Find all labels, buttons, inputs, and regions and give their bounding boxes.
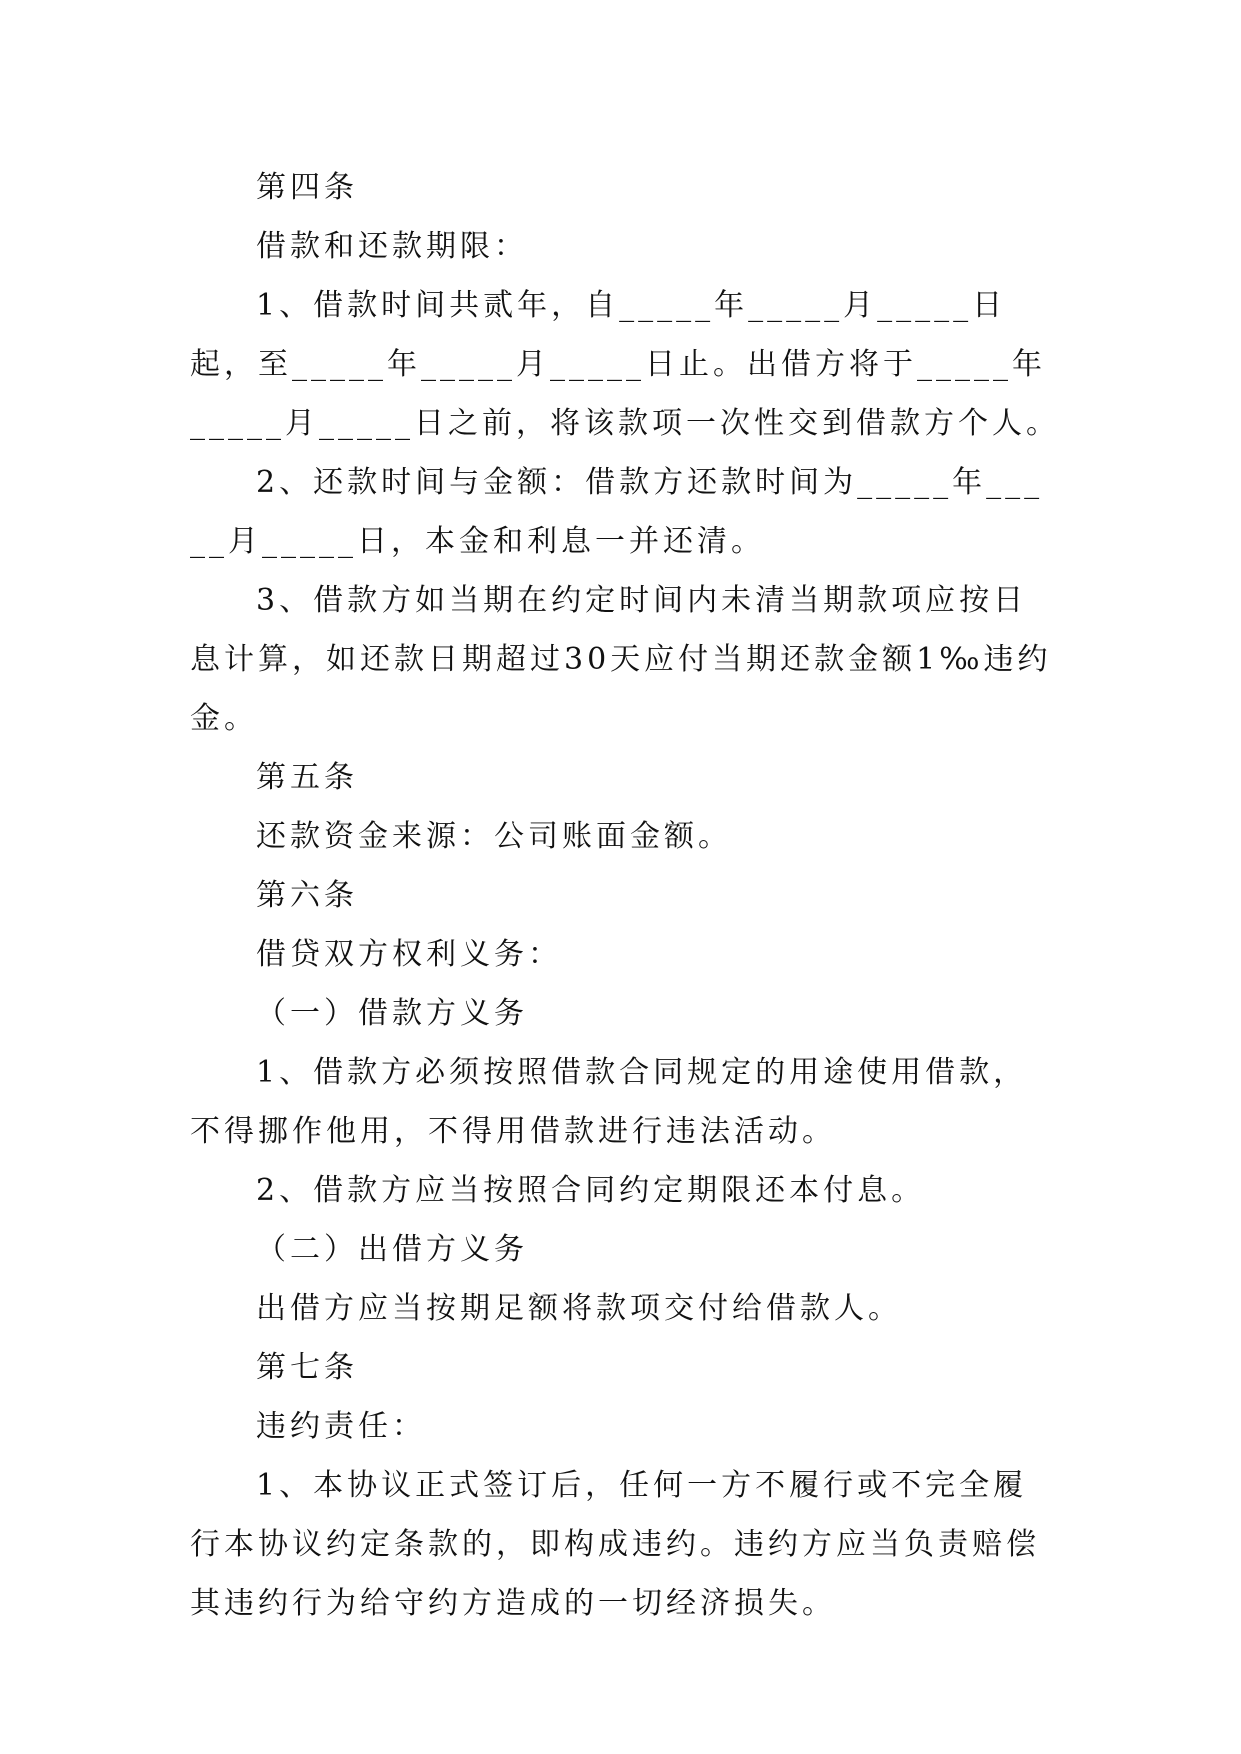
breach-liability-heading: 违约责任： <box>256 1409 426 1444</box>
article-4-heading: 第四条 <box>256 170 358 205</box>
breach-liability-clause-1: 1、本协议正式签订后，任何一方不履行或不完全履行本协议约定条款的，即构成违约。违约方应当负责赔偿其违约行为给守约方造成的一切经济损失。 <box>190 1468 1040 1621</box>
document-page <box>190 158 1060 1633</box>
article-5-heading: 第五条 <box>256 760 358 795</box>
loan-term-heading: 借款和还款期限： <box>256 229 528 264</box>
borrower-obligation-2: 2、借款方应当按照合同约定期限还本付息。 <box>256 1173 926 1208</box>
loan-term-clause-3: 3、借款方如当期在约定时间内未清当期款项应按日息计算，如还款日期超过30天应付当期还款金额1‰违约金。 <box>190 583 1052 736</box>
lender-obligation: 出借方应当按期足额将款项交付给借款人。 <box>256 1291 902 1326</box>
article-6-heading: 第六条 <box>256 878 358 913</box>
loan-term-clause-2: 2、还款时间与金额：借款方还款时间为_____年_____月_____日，本金和利息一并还清。 <box>190 465 1044 559</box>
repayment-source: 还款资金来源：公司账面金额。 <box>256 819 732 854</box>
borrower-obligations-heading: （一）借款方义务 <box>256 996 528 1031</box>
loan-term-clause-1: 1、借款时间共贰年，自_____年_____月_____日起，至_____年_____月_____日止。出借方将于_____年_____月_____日之前，将该款项一次性交到借款方个人。 <box>190 288 1060 441</box>
lender-obligations-heading: （二）出借方义务 <box>256 1232 528 1267</box>
article-7-heading: 第七条 <box>256 1350 358 1385</box>
rights-obligations-heading: 借贷双方权利义务： <box>256 937 562 972</box>
borrower-obligation-1: 1、借款方必须按照借款合同规定的用途使用借款，不得挪作他用，不得用借款进行违法活动。 <box>190 1055 1028 1149</box>
